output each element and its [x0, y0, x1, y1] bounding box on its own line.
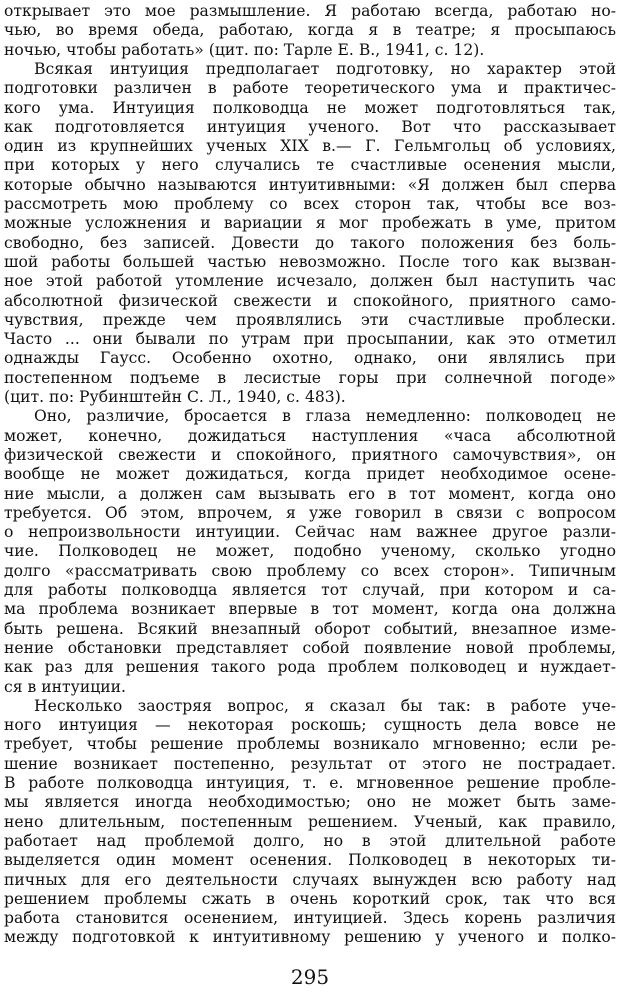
text-line: постепенном подъеме в лесистые горы при солнечной погоде»: [4, 368, 616, 387]
text-line: выделяется один момент осенения. Полководец в некоторых ти-: [4, 851, 616, 870]
text-line: ма проблема возникает впервые в тот момент, когда она должна: [4, 600, 616, 619]
text-line: работает над проблемой долго, но в этой длительной работе: [4, 831, 616, 850]
text-line: решением проблемы сжать в очень короткий срок, так что вся: [4, 889, 616, 908]
text-line: подготовки различен в работе теоретического ума и практичес-: [4, 79, 616, 98]
text-line: чие. Полководец не может, подобно ученому, сколько угодно: [4, 542, 616, 561]
text-line: для работы полководца является тот случай, при котором и са-: [4, 581, 616, 599]
text-line: как подготовляется интуиция ученого. Вот что рассказывает: [4, 117, 616, 136]
text-line: требуется. Об этом, впрочем, я уже говорил в связи с вопросом: [4, 503, 616, 522]
text-line: чью, во время обеда, работаю, когда я в театре; я просыпаюсь: [4, 21, 616, 40]
text-line: как раз для решения такого рода проблем полководец и нуждает-: [4, 658, 616, 677]
text-line: пичных для его деятельности случаях вынужден всю работу над: [4, 870, 616, 889]
text-line: между подготовкой к интуитивному решению у ученого и полко-: [4, 928, 616, 947]
paragraph-start-line: Оно, различие, бросается в глаза немедленно: полководец не: [34, 407, 616, 426]
text-line: вообще не может дожидаться, когда придет необходимое осене-: [4, 465, 616, 484]
paragraph-start-line: Всякая интуиция предполагает подготовку, но характер этой: [34, 59, 616, 78]
text-line: ся в интуиции.: [4, 677, 127, 696]
text-line: мы является иногда необходимостью; оно не может быть заме-: [4, 793, 616, 812]
text-line: ного интуиция — некоторая роскошь; сущность дела вовсе не: [4, 716, 616, 735]
text-line: о непроизвольности интуиции. Сейчас нам важнее другое разли-: [4, 523, 616, 542]
text-line: Часто ... они бывали по утрам при просыпании, как это отметил: [4, 330, 616, 349]
text-line: физической свежести и спокойного, приятного самочувствия», он: [4, 445, 616, 464]
text-line: ночью, чтобы работать» (цит. по: Тарле Е. В., 1941, с. 12).: [4, 40, 485, 59]
text-line: (цит. по: Рубинштейн С. Л., 1940, с. 483).: [4, 388, 346, 406]
text-line: кого ума. Интуиция полководца не может подготовляться так,: [4, 98, 616, 117]
text-line: ное этой работой утомление исчезало, должен был наступить час: [4, 272, 616, 291]
text-line: можные усложнения и вариации я мог пробежать в уме, притом: [4, 214, 616, 233]
text-line: шение возникает постепенно, результат от этого не пострадает.: [4, 754, 616, 773]
text-line: шой работы большей частью невозможно. После того как вызван-: [4, 252, 616, 271]
text-line: открывает это мое размышление. Я работаю всегда, работаю но-: [4, 2, 616, 20]
text-line: чувствия, прежде чем проявлялись эти счастливые проблески.: [4, 310, 616, 329]
text-line: долго «рассматривать свою проблему со всех сторон». Типичным: [4, 561, 616, 580]
text-line: работа становится осенением, интуицией. Здесь корень различия: [4, 909, 616, 928]
text-line: ние мысли, а должен сам вызывать его в тот момент, когда оно: [4, 484, 616, 503]
text-line: однажды Гаусс. Особенно охотно, однако, они являлись при: [4, 349, 616, 368]
text-line: быть решена. Всякий внезапный оборот событий, внезапное изме-: [4, 619, 616, 638]
text-line: абсолютной физической свежести и спокойного, приятного само-: [4, 291, 616, 310]
text-line: один из крупнейших ученых XIX в.— Г. Гельмгольц об условиях,: [4, 137, 616, 156]
text-line: нено длительным, постепенным решением. Ученый, как правило,: [4, 812, 616, 831]
paragraph-start-line: Несколько заостряя вопрос, я сказал бы так: в работе уче-: [34, 696, 616, 715]
text-line: требует, чтобы решение проблемы возникало мгновенно; если ре-: [4, 735, 616, 754]
text-line: может, конечно, дожидаться наступления «часа абсолютной: [4, 426, 616, 445]
text-line: при которых у него случались те счастливые осенения мысли,: [4, 156, 616, 175]
text-line: свободно, без записей. Довести до такого положения без боль-: [4, 233, 616, 252]
text-line: В работе полководца интуиция, т. е. мгновенное решение пробле-: [4, 774, 616, 792]
page-number: 295: [290, 965, 330, 989]
text-line: которые обычно называются интуитивными: «Я должен был сперва: [4, 175, 616, 194]
text-line: нение обстановки представляет собой появление новой проблемы,: [4, 638, 616, 657]
text-line: рассмотреть мою проблему со всех сторон так, чтобы все воз-: [4, 195, 616, 213]
